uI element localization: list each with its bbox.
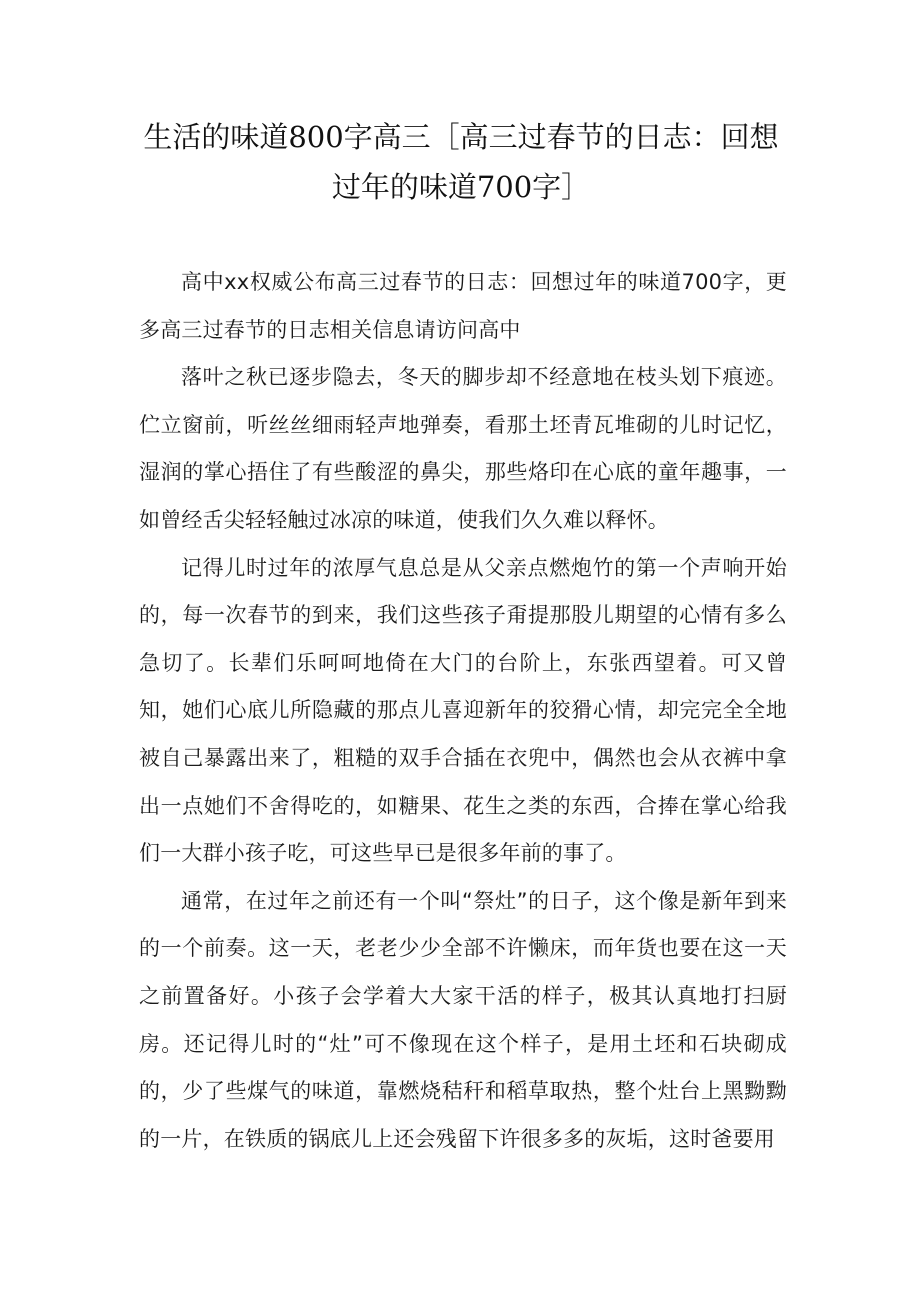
document-body [139, 259, 787, 1163]
paragraph-kitchen-god-day: 通常，在过年之前还有一个叫“祭灶”的日子，这个像是新年到来的一个前奏。这一天，老老少少全部不许懒床，而年货也要在这一天之前置备好。小孩子会学着大大家干活的样子，极其认真地打扫厨房。还记得儿时的“灶”可不像现在这个样子，是用土坯和石块砌成的，少了些煤气的味道，靠燃烧秸秆和稻草取热，整个灶台上黑黝黝的一片，在铁质的锅底儿上还会残留下许很多多的灰垢，这时爸要用 [139, 888, 787, 1151]
paragraph-intro: 高中xx权威公布高三过春节的日志：回想过年的味道700字，更多高三过春节的日志相关信息请访问高中 [139, 270, 787, 342]
paragraph-autumn: 落叶之秋已逐步隐去，冬天的脚步却不经意地在枝头划下痕迹。伫立窗前，听丝丝细雨轻声地弹奏，看那土坯青瓦堆砌的儿时记忆，湿润的掌心捂住了有些酸涩的鼻尖，那些烙印在心底的童年趣事，一如曾经舌尖轻轻触过冰凉的味道，使我们久久难以释怀。 [139, 365, 787, 532]
paragraph-childhood-new-year: 记得儿时过年的浓厚气息总是从父亲点燃炮竹的第一个声响开始的，每一次春节的到来，我们这些孩子甭提那股儿期望的心情有多么急切了。长辈们乐呵呵地倚在大门的台阶上，东张西望着。可又曾知，她们心底儿所隐藏的那点儿喜迎新年的狡猾心情，却完完全全地被自己暴露出来了，粗糙的双手合插在衣兜中，偶然也会从衣裤中拿出一点她们不舍得吃的，如糖果、花生之类的东西，合捧在掌心给我们一大群小孩子吃，可这些早已是很多年前的事了。 [139, 555, 787, 866]
document-title: 生活的味道800字高三［高三过春节的日志：回想过年的味道700字］ [143, 120, 779, 204]
